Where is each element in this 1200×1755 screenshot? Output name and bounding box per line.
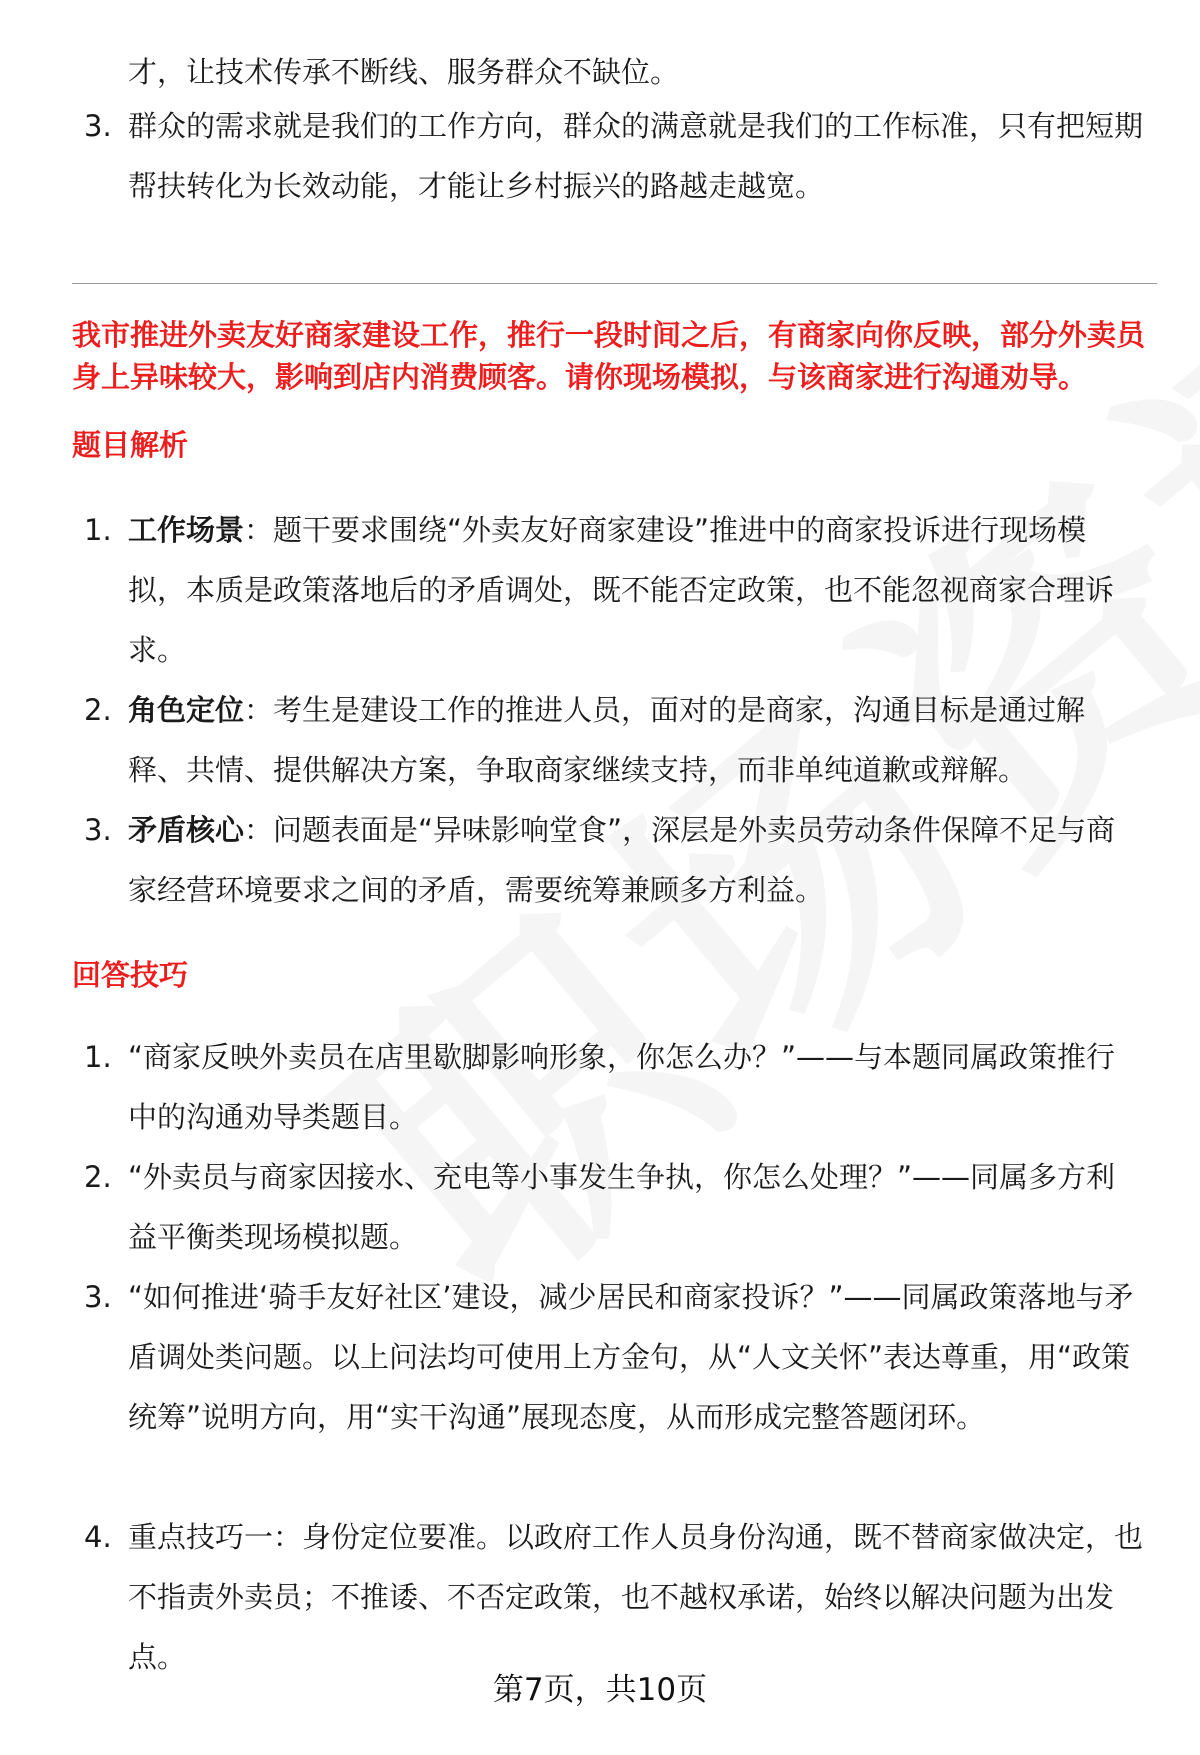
list-item-text: [128, 800, 1143, 920]
list-number: 1.: [84, 513, 112, 547]
list-item-text: [128, 680, 1143, 800]
item-separator: ：: [244, 693, 274, 727]
item-label: 矛盾核心: [128, 813, 245, 847]
item-body: 题干要求围绕“外卖友好商家建设”推进中的商家投诉进行现场模拟，本质是政策落地后的矛盾调处，既不能否定政策，也不能忽视商家合理诉求。: [128, 513, 1115, 667]
list-item-text: 重点技巧一：身份定位要准。以政府工作人员身份沟通，既不替商家做决定，也不指责外卖员；不推诿、不否定政策，也不越权承诺，始终以解决问题为出发点。: [128, 1520, 1144, 1674]
item-label: 角色定位: [128, 693, 245, 727]
question-title: 我市推进外卖友好商家建设工作，推行一段时间之后，有商家向你反映，部分外卖员身上异味较大，影响到店内消费顾客。请你现场模拟，与该商家进行沟通劝导。: [72, 318, 1146, 394]
item-label: 工作场景: [128, 513, 245, 547]
list-number: 3.: [84, 109, 112, 143]
list-number: 3.: [84, 813, 112, 847]
divider: [72, 283, 1157, 284]
item-body: 问题表面是“异味影响堂食”，深层是外卖员劳动条件保障不足与商家经营环境要求之间的矛盾，需要统筹兼顾多方利益。: [128, 813, 1116, 907]
list-number: 1.: [84, 1040, 112, 1074]
list-item-text: [128, 500, 1143, 680]
list-item-text: 群众的需求就是我们的工作方向，群众的满意就是我们的工作标准，只有把短期帮扶转化为长效动能，才能让乡村振兴的路越走越宽。: [128, 109, 1144, 203]
list-number: 2.: [84, 693, 112, 727]
list-item-text: “商家反映外卖员在店里歇脚影响形象，你怎么办？”——与本题同属政策推行中的沟通劝导类题目。: [128, 1040, 1116, 1134]
list-number: 3.: [84, 1280, 112, 1314]
page-footer: 第7页，共10页: [492, 1672, 708, 1708]
item-separator: ：: [244, 813, 274, 847]
list-item-text: “外卖员与商家因接水、充电等小事发生争执，你怎么处理？”——同属多方利益平衡类现场模拟题。: [128, 1160, 1116, 1254]
analysis-heading: 题目解析: [72, 428, 189, 462]
list-item-text: “如何推进‘骑手友好社区’建设，减少居民和商家投诉？”——同属政策落地与矛盾调处类问题。以上问法均可使用上方金句，从“人文关怀”表达尊重，用“政策统筹”说明方向，用“实干沟通”展现态度，从而形成完整答题闭环。: [128, 1280, 1134, 1434]
item-body: 考生是建设工作的推进人员，面对的是商家，沟通目标是通过解释、共情、提供解决方案，争取商家继续支持，而非单纯道歉或辩解。: [128, 693, 1086, 787]
list-number: 2.: [84, 1160, 112, 1194]
item-separator: ：: [244, 513, 274, 547]
list-item-continuation: 才，让技术传承不断线、服务群众不缺位。: [128, 55, 680, 89]
list-number: 4.: [84, 1520, 112, 1554]
tips-heading: 回答技巧: [72, 958, 189, 992]
